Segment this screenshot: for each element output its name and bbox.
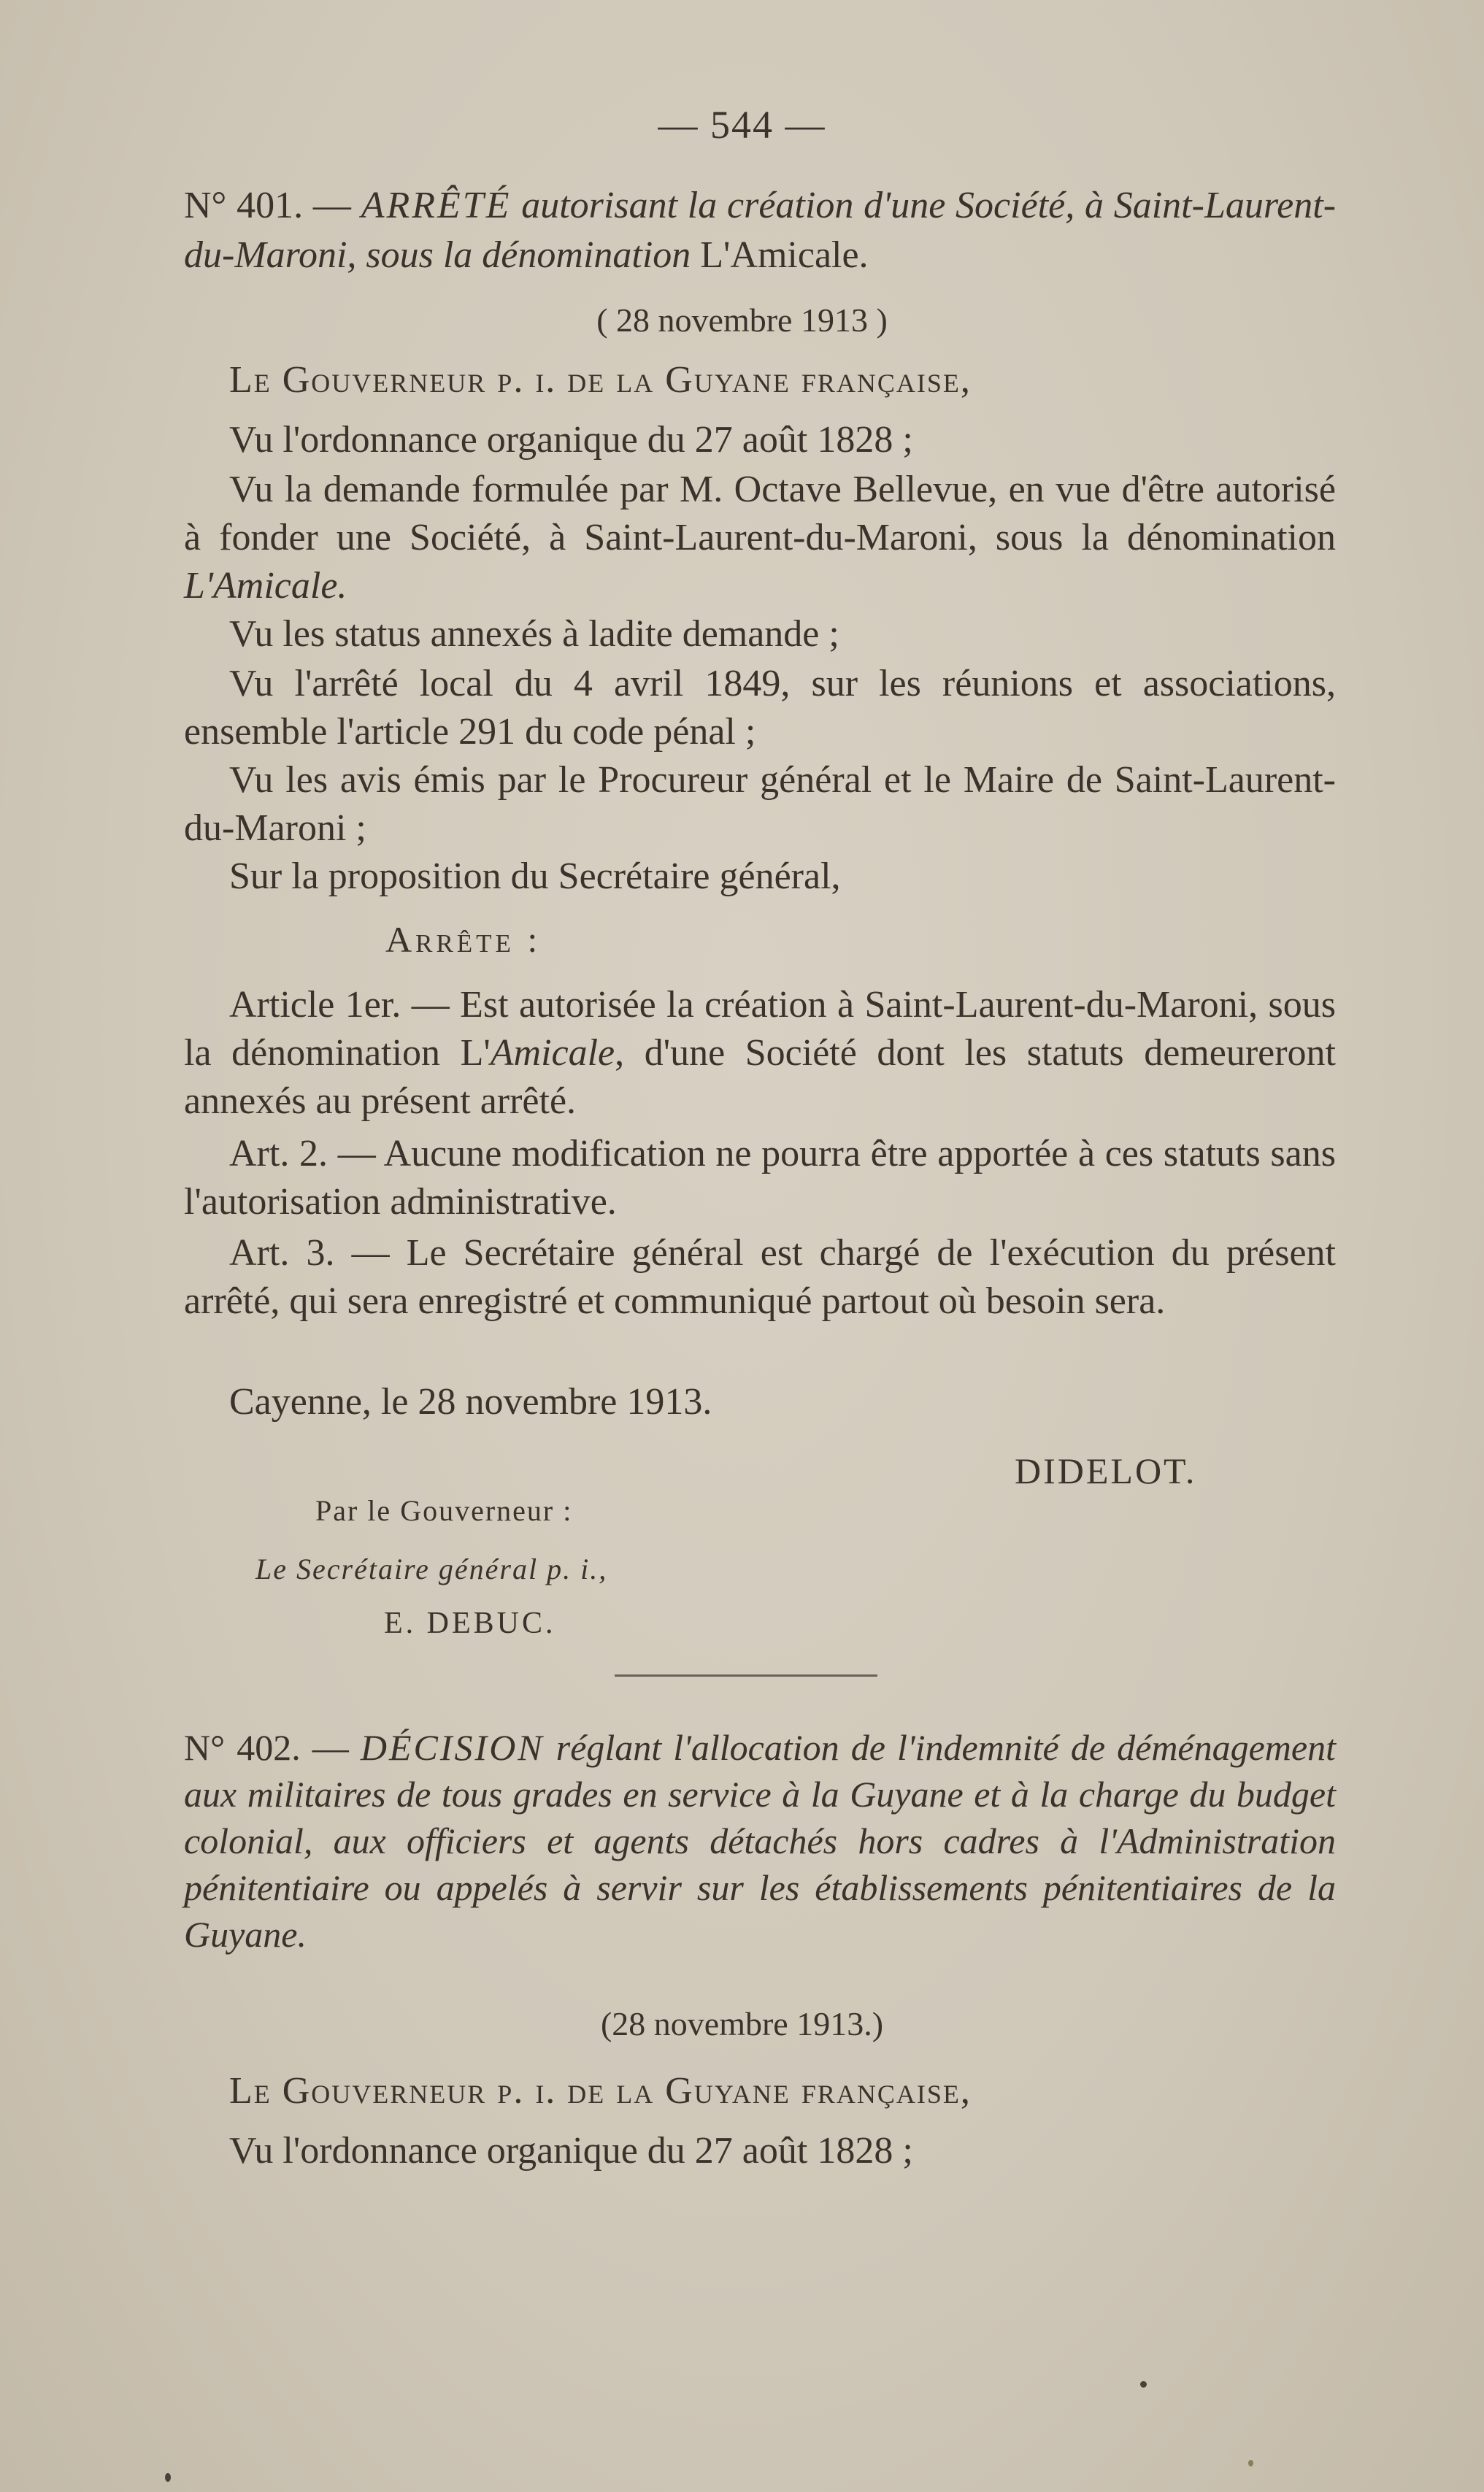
page-number: — 544 — [658, 103, 826, 147]
doc401-secretary-name: E. DEBUC. [384, 1607, 556, 1640]
doc402-title: réglant l'allocation de l'indemnité de déménagement aux militaires de tous grades en service à la Guyane et à la charge du budget colonial, aux officiers et agents détachés hors cadres à l'Administration pénitentiaire ou appelés à servir sur les établissements pénitentiaires de la Guyane. [184, 1727, 1337, 1955]
doc401-number: N° 401. [184, 185, 304, 226]
doc401-heading [184, 181, 1336, 280]
doc401-signature: DIDELOT. [1015, 1450, 1197, 1491]
doc401-dash: — [312, 185, 351, 226]
doc401-title: autorisant la création d'une Société, à Saint-Laurent-du-Maroni, sous la dénomination [184, 185, 1337, 276]
doc402-vu-ordonnance: Vu l'ordonnance organique du 27 août 1828 ; [229, 2130, 913, 2172]
doc402-number: N° 402. [184, 1727, 301, 1768]
doc401-vu-ordonnance: Vu l'ordonnance organique du 27 août 1828 ; [229, 419, 913, 461]
doc401-governor: Le Gouverneur p. i. de la Guyane française, [229, 359, 972, 401]
doc401-title-kind: ARRÊTÉ [361, 185, 512, 226]
paper-speck [1248, 2460, 1253, 2466]
doc401-arrete: Arrête : [385, 919, 542, 960]
doc402-title-kind: DÉCISION [360, 1727, 545, 1768]
doc401-by-governor: Par le Gouverneur : [315, 1494, 573, 1527]
doc401-article-1: Article 1er. — Est autorisée la création à Saint-Laurent-du-Maroni, sous la dénomination L'Amicale, d'une Société dont les statuts demeureront annexés au présent arrêté. [184, 984, 1336, 1122]
doc402-dash: — [312, 1727, 349, 1768]
separator-rule [615, 1674, 877, 1677]
doc401-date: ( 28 novembre 1913 ) [596, 301, 888, 339]
paper-speck [1140, 2381, 1147, 2388]
doc401-article-2: Art. 2. — Aucune modification ne pourra être apportée à ces statuts sans l'autorisation administrative. [184, 1133, 1336, 1223]
doc402-date: (28 novembre 1913.) [600, 2005, 884, 2042]
doc402-heading [184, 1724, 1336, 1958]
paper-speck [165, 2473, 171, 2482]
doc401-vu-demande: Vu la demande formulée par M. Octave Bellevue, en vue d'être autorisé à fonder une Société, à Saint-Laurent-du-Maroni, sous la dénomination L'Amicale. [184, 469, 1336, 607]
doc401-title-name: L'Amicale. [700, 234, 869, 276]
doc401-proposition: Sur la proposition du Secrétaire général, [229, 855, 841, 897]
doc401-place-date: Cayenne, le 28 novembre 1913. [229, 1381, 712, 1423]
doc401-secretary-title: Le Secrétaire général p. i., [255, 1553, 608, 1585]
doc401-vu-arrete-local: Vu l'arrêté local du 4 avril 1849, sur les réunions et associations, ensemble l'article 291 du code pénal ; [184, 663, 1336, 753]
doc401-vu-avis: Vu les avis émis par le Procureur général et le Maire de Saint-Laurent-du-Maroni ; [184, 759, 1336, 849]
doc401-vu-status: Vu les status annexés à ladite demande ; [229, 613, 839, 655]
doc401-article-3: Art. 3. — Le Secrétaire général est chargé de l'exécution du présent arrêté, qui sera enregistré et communiqué partout où besoin sera. [184, 1232, 1336, 1322]
doc402-governor: Le Gouverneur p. i. de la Guyane française, [229, 2070, 972, 2112]
